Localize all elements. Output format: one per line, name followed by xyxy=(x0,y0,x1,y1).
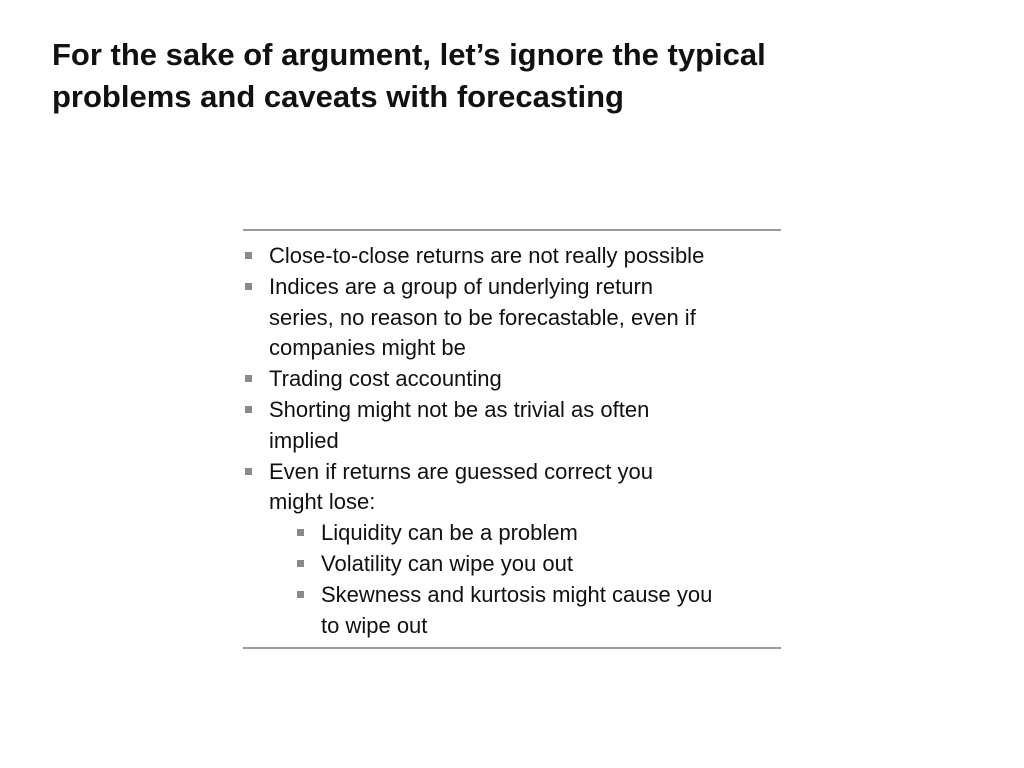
slide-title xyxy=(52,34,992,118)
bullet-text-line: series, no reason to be forecastable, even if xyxy=(269,304,696,330)
square-bullet-icon xyxy=(297,529,304,536)
sub-bullet-item xyxy=(243,518,781,549)
bullet-item xyxy=(243,395,781,457)
bullet-text-line: might lose: xyxy=(269,489,376,515)
bullet-text-line: to wipe out xyxy=(321,612,428,638)
bullet-item xyxy=(243,457,781,519)
bullet-text-line: Trading cost accounting xyxy=(269,366,502,392)
square-bullet-icon xyxy=(297,560,304,567)
square-bullet-icon xyxy=(245,468,252,475)
bullet-text-line: companies might be xyxy=(269,335,466,361)
square-bullet-icon xyxy=(297,591,304,598)
bullet-text-line: Close-to-close returns are not really possible xyxy=(269,243,705,268)
bullet-content-box xyxy=(243,229,781,649)
bullet-item xyxy=(243,241,781,272)
bullet-text-line: Skewness and kurtosis might cause you xyxy=(321,581,713,607)
bullet-text-line: Liquidity can be a problem xyxy=(321,520,578,546)
bullet-text-line: Even if returns are guessed correct you xyxy=(269,458,653,484)
square-bullet-icon xyxy=(245,252,252,259)
bullet-list xyxy=(243,241,781,641)
square-bullet-icon xyxy=(245,406,252,413)
bullet-item xyxy=(243,364,781,395)
sub-bullet-item xyxy=(243,549,781,580)
bullet-text-line: implied xyxy=(269,427,339,453)
bullet-text-line: Volatility can wipe you out xyxy=(321,550,573,576)
bullet-text-line: Shorting might not be as trivial as often xyxy=(269,396,650,422)
bullet-item xyxy=(243,272,781,364)
slide-title-line: problems and caveats with forecasting xyxy=(52,79,624,114)
bullet-text-line: Indices are a group of underlying return xyxy=(269,273,654,299)
square-bullet-icon xyxy=(245,375,252,382)
sub-bullet-item xyxy=(243,580,781,642)
slide-title-line: For the sake of argument, let’s ignore the typical xyxy=(52,37,766,72)
square-bullet-icon xyxy=(245,283,252,290)
